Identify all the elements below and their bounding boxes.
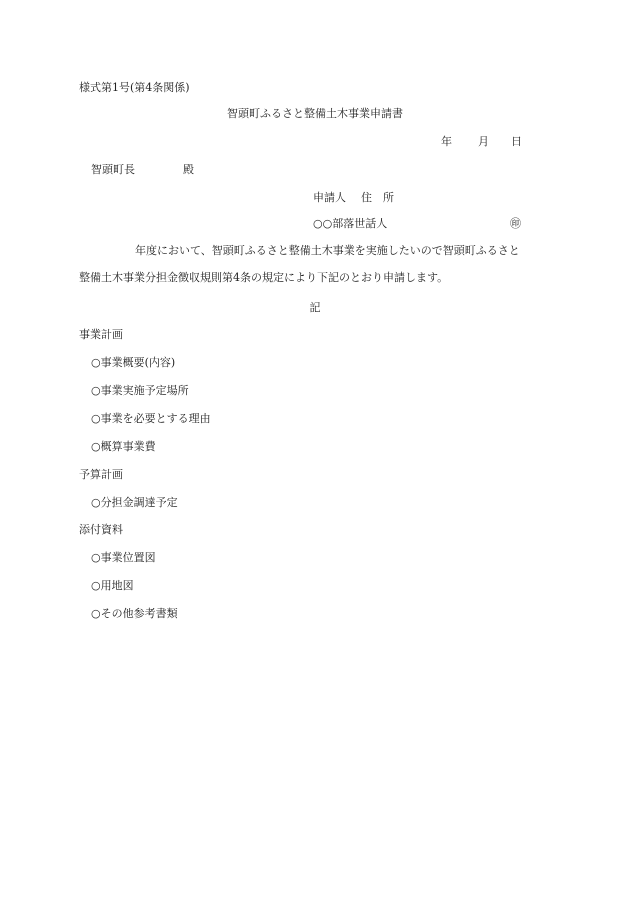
section-heading-budget: 予算計画 [79,468,123,481]
list-item: ○その他参考書類 [91,607,178,620]
document-title: 智頭町ふるさと整備土木事業申請書 [227,107,403,120]
list-item: ○事業を必要とする理由 [91,412,211,425]
date-day: 日 [511,135,522,148]
list-item: ○用地図 [91,579,134,592]
body-text-line-1: 年度において、智頭町ふるさと整備土木事業を実施したいので智頭町ふるさと [135,244,520,257]
list-item: ○事業概要(内容) [91,356,176,369]
section-heading-attachments: 添付資料 [79,523,123,536]
list-item: ○事業位置図 [91,551,156,564]
section-heading-plan: 事業計画 [79,328,123,341]
list-item: ○事業実施予定場所 [91,384,189,397]
seal-mark: ㊞ [510,217,521,230]
representative-label: ○○部落世話人 [313,217,388,230]
list-item: ○分担金調達予定 [91,496,178,509]
list-item: ○概算事業費 [91,440,156,453]
ki-heading: 記 [309,301,321,314]
date-year: 年 [441,135,452,148]
body-text-line-2: 整備土木事業分担金徴収規則第4条の規定により下記のとおり申請します。 [79,271,449,284]
date-month: 月 [478,135,489,148]
applicant-label: 申請人 [313,191,346,204]
addressee-honorific: 殿 [183,163,194,176]
addressee-name: 智頭町長 [91,163,135,176]
applicant-address-label: 住 所 [361,191,394,204]
form-number: 様式第1号(第4条関係) [79,81,190,94]
